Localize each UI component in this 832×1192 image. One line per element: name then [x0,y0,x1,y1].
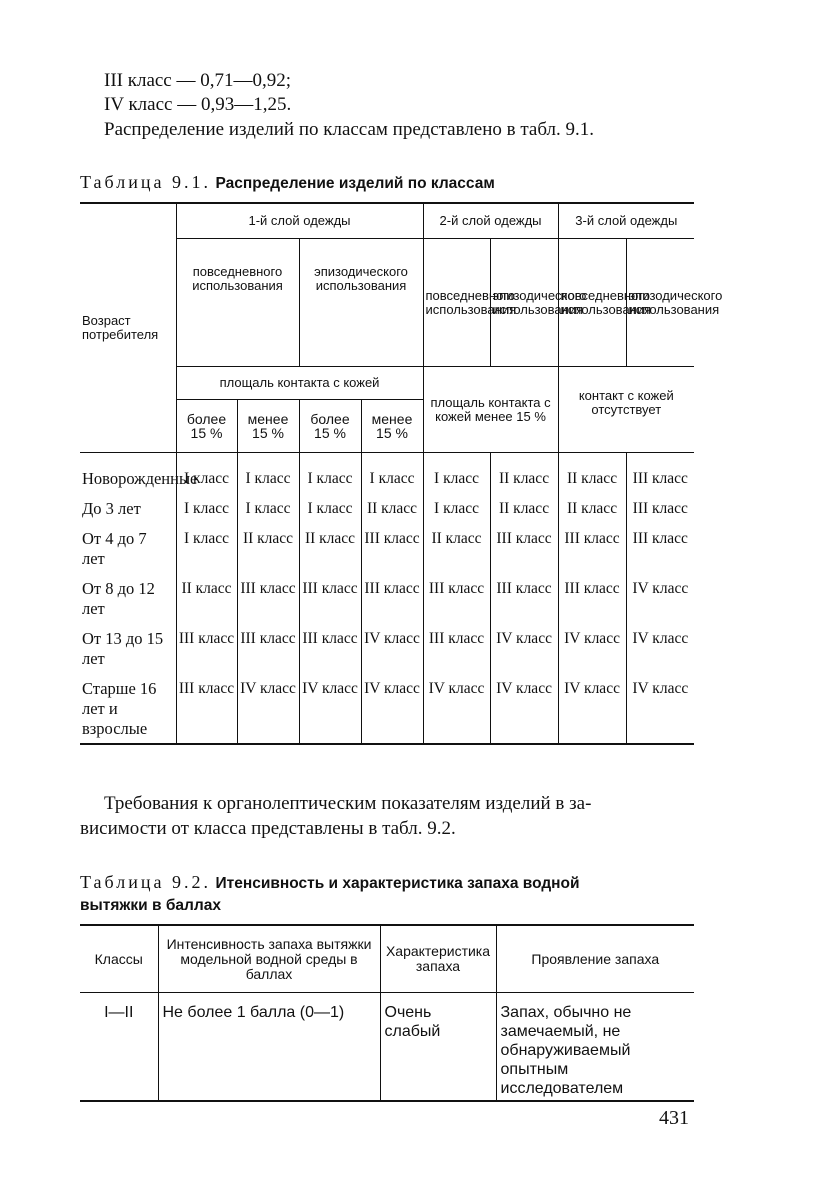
cell-characteristic: Очень слабый [380,993,496,1102]
class-cell: IV класс [361,673,423,744]
table-row [80,673,694,744]
contact-area-less-header: площаль контакта с кожей менее 15 % [423,367,558,453]
table2-title-1: Итенсивность и характеристика запаха водной [215,875,580,892]
table-row [80,573,694,623]
class-cell: I класс [299,463,361,493]
middle-line-2: висимости от класса представлены в табл. 9.2. [80,818,456,839]
contact-area-header: площаль контакта с кожей [176,367,423,400]
table-9-2 [80,924,694,1102]
class-cell: III класс [176,623,237,673]
cell-classes: I—II [80,993,158,1102]
use-type-5: повседневного использования [558,239,626,367]
spacer-cell [490,453,558,464]
age-cell: От 13 до 15 лет [80,623,176,673]
class-cell: I класс [176,493,237,523]
class-cell: II класс [423,523,490,573]
class-cell: IV класс [626,673,694,744]
class-cell: I класс [176,463,237,493]
use-type-2: эпизодического использования [299,239,423,367]
spacer-cell [176,453,237,464]
spacer-cell [80,453,176,464]
class-cell: IV класс [626,623,694,673]
class-cell: III класс [361,523,423,573]
intro-line-1: III класс — 0,71—0,92; [104,70,292,91]
class-cell: III класс [490,523,558,573]
middle-line-1: Требования к органолептическим показателям изделий в за- [104,793,592,814]
cell-intensity: Не более 1 балла (0—1) [158,993,380,1102]
class-cell: IV класс [423,673,490,744]
class-cell: III класс [626,523,694,573]
no-contact-header: контакт с кожей отсутствует [558,367,694,453]
table1-caption [80,172,495,193]
age-cell: Старше 16 лет и взрослые [80,673,176,744]
class-cell: I класс [423,463,490,493]
class-cell: III класс [626,463,694,493]
table2-label: Таблица 9.2. [80,872,211,892]
class-cell: II класс [299,523,361,573]
table-row [80,463,694,493]
table-9-1 [80,202,723,745]
class-cell: I класс [299,493,361,523]
spacer-cell [423,453,490,464]
layer-3-header: 3-й слой одежды [558,203,694,239]
age-header: Возраст потребителя [80,203,176,453]
age-cell: От 4 до 7 лет [80,523,176,573]
class-cell: II класс [490,493,558,523]
class-cell: I класс [361,463,423,493]
class-cell: III класс [299,573,361,623]
table-row [80,523,694,573]
table1-body [80,453,694,745]
table1-title: Распределение изделий по классам [215,175,495,192]
age-cell: Новорожденные [80,463,176,493]
area-more-15-a: более 15 % [176,400,237,453]
table2-title-2: вытяжки в баллах [80,897,221,914]
class-cell: III класс [423,623,490,673]
spacer-cell [558,453,626,464]
spacer-cell [361,453,423,464]
header-characteristic: Характеристика запаха [380,925,496,993]
class-cell: IV класс [558,623,626,673]
class-cell: III класс [237,623,299,673]
area-less-15-b: менее 15 % [361,400,423,453]
class-cell: I класс [237,463,299,493]
class-cell: I класс [176,523,237,573]
table1-label: Таблица 9.1. [80,172,211,192]
class-cell: II класс [558,463,626,493]
class-cell: III класс [299,623,361,673]
class-cell: II класс [558,493,626,523]
header-classes: Классы [80,925,158,993]
table-row [80,623,694,673]
header-manifestation: Проявление запаха [496,925,694,993]
class-cell: II класс [176,573,237,623]
header-intensity: Интенсивность запаха вытяжки модельной водной среды в баллах [158,925,380,993]
area-less-15-a: менее 15 % [237,400,299,453]
class-cell: IV класс [490,673,558,744]
intro-line-3: Распределение изделий по классам представлено в табл. 9.1. [104,119,595,140]
spacer-cell [299,453,361,464]
age-cell: До 3 лет [80,493,176,523]
class-cell: III класс [626,493,694,523]
class-cell: IV класс [299,673,361,744]
table1-spacer-row [80,453,694,464]
use-type-1: повседневного использования [176,239,299,367]
age-cell: От 8 до 12 лет [80,573,176,623]
class-cell: III класс [361,573,423,623]
use-type-4: эпизодического использования [490,239,558,367]
class-cell: IV класс [490,623,558,673]
class-cell: III класс [558,573,626,623]
class-cell: II класс [361,493,423,523]
class-cell: IV класс [626,573,694,623]
class-cell: II класс [237,523,299,573]
class-cell: I класс [237,493,299,523]
intro-line-2: IV класс — 0,93—1,25. [104,94,292,115]
use-type-3: повседневного использования [423,239,490,367]
use-type-6: эпизодического использования [626,239,694,367]
layer-1-header: 1-й слой одежды [176,203,423,239]
class-cell: III класс [490,573,558,623]
cell-manifestation: Запах, обычно не замечаемый, не обнаруживаемый опытным исследователем [496,993,694,1102]
page-number: 431 [659,1107,689,1129]
spacer-cell [237,453,299,464]
area-more-15-b: более 15 % [299,400,361,453]
spacer-cell [626,453,694,464]
class-cell: III класс [176,673,237,744]
layer-2-header: 2-й слой одежды [423,203,558,239]
class-cell: III класс [237,573,299,623]
class-cell: IV класс [361,623,423,673]
table2-caption [80,872,580,916]
table-row [80,493,694,523]
class-cell: II класс [490,463,558,493]
class-cell: I класс [423,493,490,523]
class-cell: IV класс [558,673,626,744]
class-cell: III класс [558,523,626,573]
class-cell: IV класс [237,673,299,744]
class-cell: III класс [423,573,490,623]
